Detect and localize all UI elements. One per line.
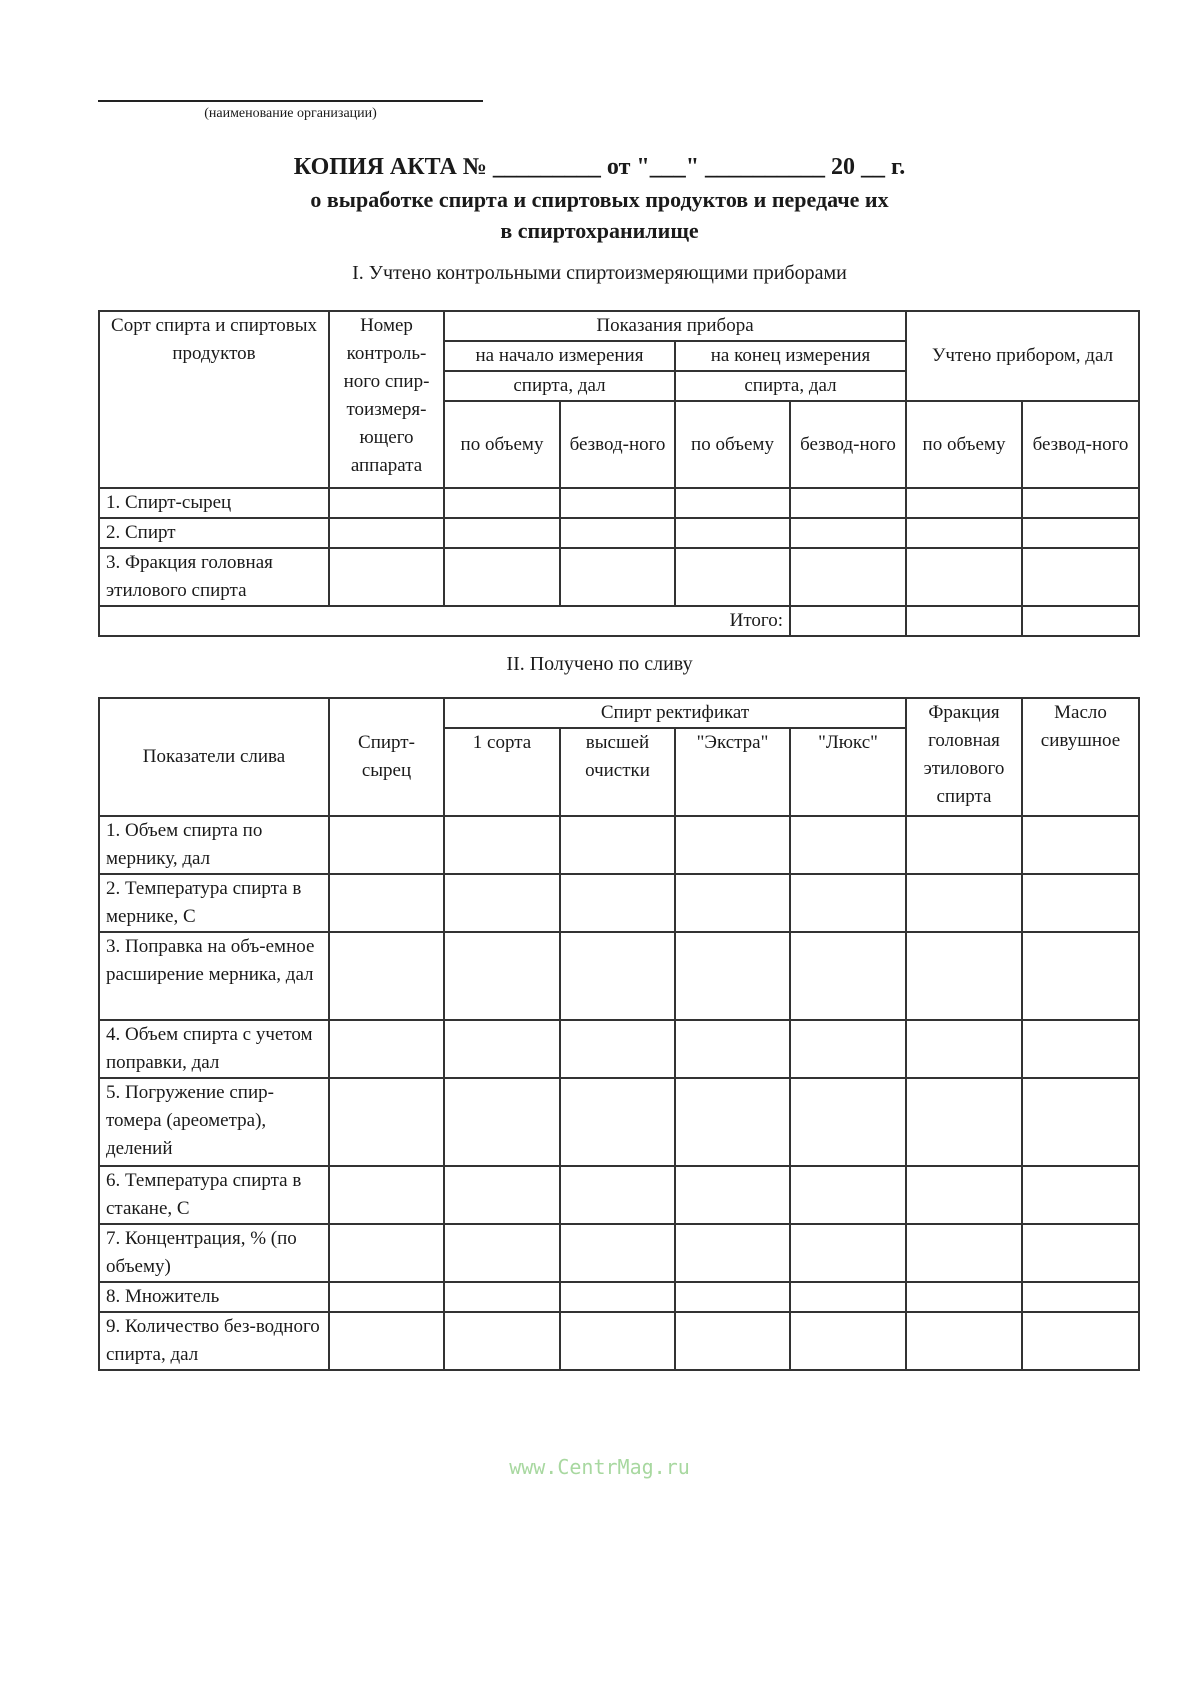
row-label: 5. Погружение спир-томера (ареометра), делений: [99, 1078, 329, 1166]
header-by-volume: по объему: [675, 401, 790, 488]
table-cell[interactable]: [329, 932, 444, 1020]
row-label: 7. Концентрация, % (по объему): [99, 1224, 329, 1282]
metered-table: [98, 310, 1140, 637]
table-cell[interactable]: [444, 932, 560, 1020]
table-cell[interactable]: [906, 548, 1022, 606]
org-name-line: [98, 100, 483, 102]
table-cell[interactable]: [675, 1224, 790, 1282]
table-cell[interactable]: [906, 1078, 1022, 1166]
table-cell[interactable]: [444, 548, 560, 606]
table-cell[interactable]: [329, 1282, 444, 1312]
table-cell[interactable]: [1022, 1282, 1139, 1312]
header-device-readings: Показания прибора: [444, 311, 906, 341]
row-label: 2. Температура спирта в мернике, С: [99, 874, 329, 932]
header-extra: "Экстра": [675, 728, 790, 816]
table-cell[interactable]: [675, 1078, 790, 1166]
table-cell[interactable]: [906, 1282, 1022, 1312]
row-label: 3. Поправка на объ-емное расширение мерника, дал: [99, 932, 329, 1020]
table-row: [99, 1166, 1139, 1224]
header-start-measurement: на начало измерения: [444, 341, 675, 371]
act-title-line1: КОПИЯ АКТА № _________ от "___" __________ 20 __ г.: [293, 154, 906, 180]
table-cell[interactable]: [1022, 606, 1139, 636]
table-cell[interactable]: [1022, 932, 1139, 1020]
header-head-fraction: Фракция головная этилового спирта: [906, 698, 1022, 816]
table-cell[interactable]: [560, 874, 675, 932]
table-cell[interactable]: [560, 548, 675, 606]
total-row: [99, 606, 1139, 636]
table-cell[interactable]: [675, 1166, 790, 1224]
table-cell[interactable]: [444, 1224, 560, 1282]
drain-table: [98, 697, 1140, 1371]
table-row: [99, 1312, 1139, 1370]
table-cell[interactable]: [560, 1166, 675, 1224]
table-cell[interactable]: [1022, 1312, 1139, 1370]
table-cell[interactable]: [329, 1020, 444, 1078]
table-cell[interactable]: [444, 1166, 560, 1224]
table-cell[interactable]: [675, 488, 790, 518]
table-cell[interactable]: [906, 518, 1022, 548]
table-cell[interactable]: [1022, 1078, 1139, 1166]
header-by-volume: по объему: [906, 401, 1022, 488]
header-unit-start: спирта, дал: [444, 371, 675, 401]
table-cell[interactable]: [1022, 488, 1139, 518]
table-cell[interactable]: [675, 932, 790, 1020]
table-cell[interactable]: [329, 1224, 444, 1282]
table-cell[interactable]: [790, 932, 906, 1020]
table-row: [99, 518, 1139, 548]
table-cell[interactable]: [1022, 1224, 1139, 1282]
table-cell[interactable]: [906, 1312, 1022, 1370]
org-name-label: (наименование организации): [204, 106, 377, 121]
table-cell[interactable]: [790, 874, 906, 932]
table-cell[interactable]: [444, 1312, 560, 1370]
table-row: [99, 488, 1139, 518]
table-cell[interactable]: [444, 1020, 560, 1078]
table-cell[interactable]: [1022, 518, 1139, 548]
header-end-measurement: на конец измерения: [675, 341, 906, 371]
table-cell[interactable]: [675, 874, 790, 932]
table-cell[interactable]: [790, 1166, 906, 1224]
header-by-volume: по объему: [444, 401, 560, 488]
header-product-type: Сорт спирта и спиртовых продуктов: [99, 311, 329, 488]
table-cell[interactable]: [444, 816, 560, 874]
table-row: [99, 932, 1139, 1020]
section2-title: II. Получено по сливу: [506, 653, 693, 675]
table-cell[interactable]: [444, 488, 560, 518]
table-cell[interactable]: [329, 1078, 444, 1166]
table-cell[interactable]: [560, 1078, 675, 1166]
table-cell[interactable]: [675, 548, 790, 606]
table-cell[interactable]: [906, 1224, 1022, 1282]
table-cell[interactable]: [329, 874, 444, 932]
table-row: [99, 1020, 1139, 1078]
table-cell[interactable]: [329, 548, 444, 606]
table-cell[interactable]: [444, 1078, 560, 1166]
table-cell[interactable]: [1022, 874, 1139, 932]
table-cell[interactable]: [790, 816, 906, 874]
row-label: 3. Фракция головная этилового спирта: [99, 548, 329, 606]
table-cell[interactable]: [560, 518, 675, 548]
act-title-line3: в спиртохранилище: [500, 218, 699, 243]
row-label: 1. Спирт-сырец: [99, 488, 329, 518]
table-cell[interactable]: [1022, 1020, 1139, 1078]
row-label: 4. Объем спирта с учетом поправки, дал: [99, 1020, 329, 1078]
act-title-line2: о выработке спирта и спиртовых продуктов и передаче их: [310, 187, 889, 212]
header-anhydrous: безвод-ного: [560, 401, 675, 488]
table-cell[interactable]: [1022, 548, 1139, 606]
table-cell[interactable]: [560, 1312, 675, 1370]
header-indicators: Показатели слива: [99, 698, 329, 816]
table-cell[interactable]: [790, 1312, 906, 1370]
table-cell[interactable]: [790, 518, 906, 548]
table-cell[interactable]: [675, 1020, 790, 1078]
table-cell[interactable]: [790, 1078, 906, 1166]
header-unit-end: спирта, дал: [675, 371, 906, 401]
row-label: 6. Температура спирта в стакане, С: [99, 1166, 329, 1224]
table-cell[interactable]: [1022, 816, 1139, 874]
header-rectified: Спирт ректификат: [444, 698, 906, 728]
table-cell[interactable]: [906, 606, 1022, 636]
table-cell[interactable]: [906, 1020, 1022, 1078]
table-cell[interactable]: [560, 932, 675, 1020]
table-cell[interactable]: [675, 816, 790, 874]
watermark-link: www.CentrMag.ru: [509, 1455, 690, 1479]
table-cell[interactable]: [790, 1020, 906, 1078]
table-cell[interactable]: [560, 488, 675, 518]
header-grade-1: 1 сорта: [444, 728, 560, 816]
header-anhydrous: безвод-ного: [1022, 401, 1139, 488]
table-cell[interactable]: [329, 488, 444, 518]
table-row: [99, 874, 1139, 932]
total-label: Итого:: [99, 606, 790, 636]
table-cell[interactable]: [560, 1224, 675, 1282]
table-row: [99, 1282, 1139, 1312]
table-cell[interactable]: [560, 1020, 675, 1078]
header-anhydrous: безвод-ного: [790, 401, 906, 488]
header-accounted: Учтено прибором, дал: [906, 311, 1139, 401]
table-cell[interactable]: [329, 816, 444, 874]
header-lux: "Люкс": [790, 728, 906, 816]
table-cell[interactable]: [444, 1282, 560, 1312]
table-cell[interactable]: [1022, 1166, 1139, 1224]
table-cell[interactable]: [675, 518, 790, 548]
table-cell[interactable]: [329, 518, 444, 548]
table-row: [99, 548, 1139, 606]
header-device-number: Номер контроль-ного спир-тоизмеря-ющего аппарата: [329, 311, 444, 488]
table-cell[interactable]: [560, 1282, 675, 1312]
table-cell[interactable]: [675, 1312, 790, 1370]
table-cell[interactable]: [790, 1224, 906, 1282]
table-cell[interactable]: [675, 1282, 790, 1312]
header-raw-spirit: Спирт-сырец: [329, 698, 444, 816]
table-cell[interactable]: [329, 1312, 444, 1370]
row-label: 2. Спирт: [99, 518, 329, 548]
table-cell[interactable]: [906, 932, 1022, 1020]
table-cell[interactable]: [906, 874, 1022, 932]
row-label: 8. Множитель: [99, 1282, 329, 1312]
table-cell[interactable]: [329, 1166, 444, 1224]
table-cell[interactable]: [906, 816, 1022, 874]
header-fusel-oil: Масло сивушное: [1022, 698, 1139, 816]
table-cell[interactable]: [444, 874, 560, 932]
table-cell[interactable]: [790, 606, 906, 636]
table-cell[interactable]: [906, 1166, 1022, 1224]
table-cell[interactable]: [790, 548, 906, 606]
table-cell[interactable]: [444, 518, 560, 548]
table-row: [99, 816, 1139, 874]
table-cell[interactable]: [790, 1282, 906, 1312]
table-cell[interactable]: [560, 816, 675, 874]
row-label: 9. Количество без-водного спирта, дал: [99, 1312, 329, 1370]
table-cell[interactable]: [790, 488, 906, 518]
row-label: 1. Объем спирта по мернику, дал: [99, 816, 329, 874]
header-highest-purity: высшей очистки: [560, 728, 675, 816]
section1-title: I. Учтено контрольными спиртоизмеряющими приборами: [352, 262, 847, 284]
table-cell[interactable]: [906, 488, 1022, 518]
table-row: [99, 1224, 1139, 1282]
table-row: [99, 1078, 1139, 1166]
